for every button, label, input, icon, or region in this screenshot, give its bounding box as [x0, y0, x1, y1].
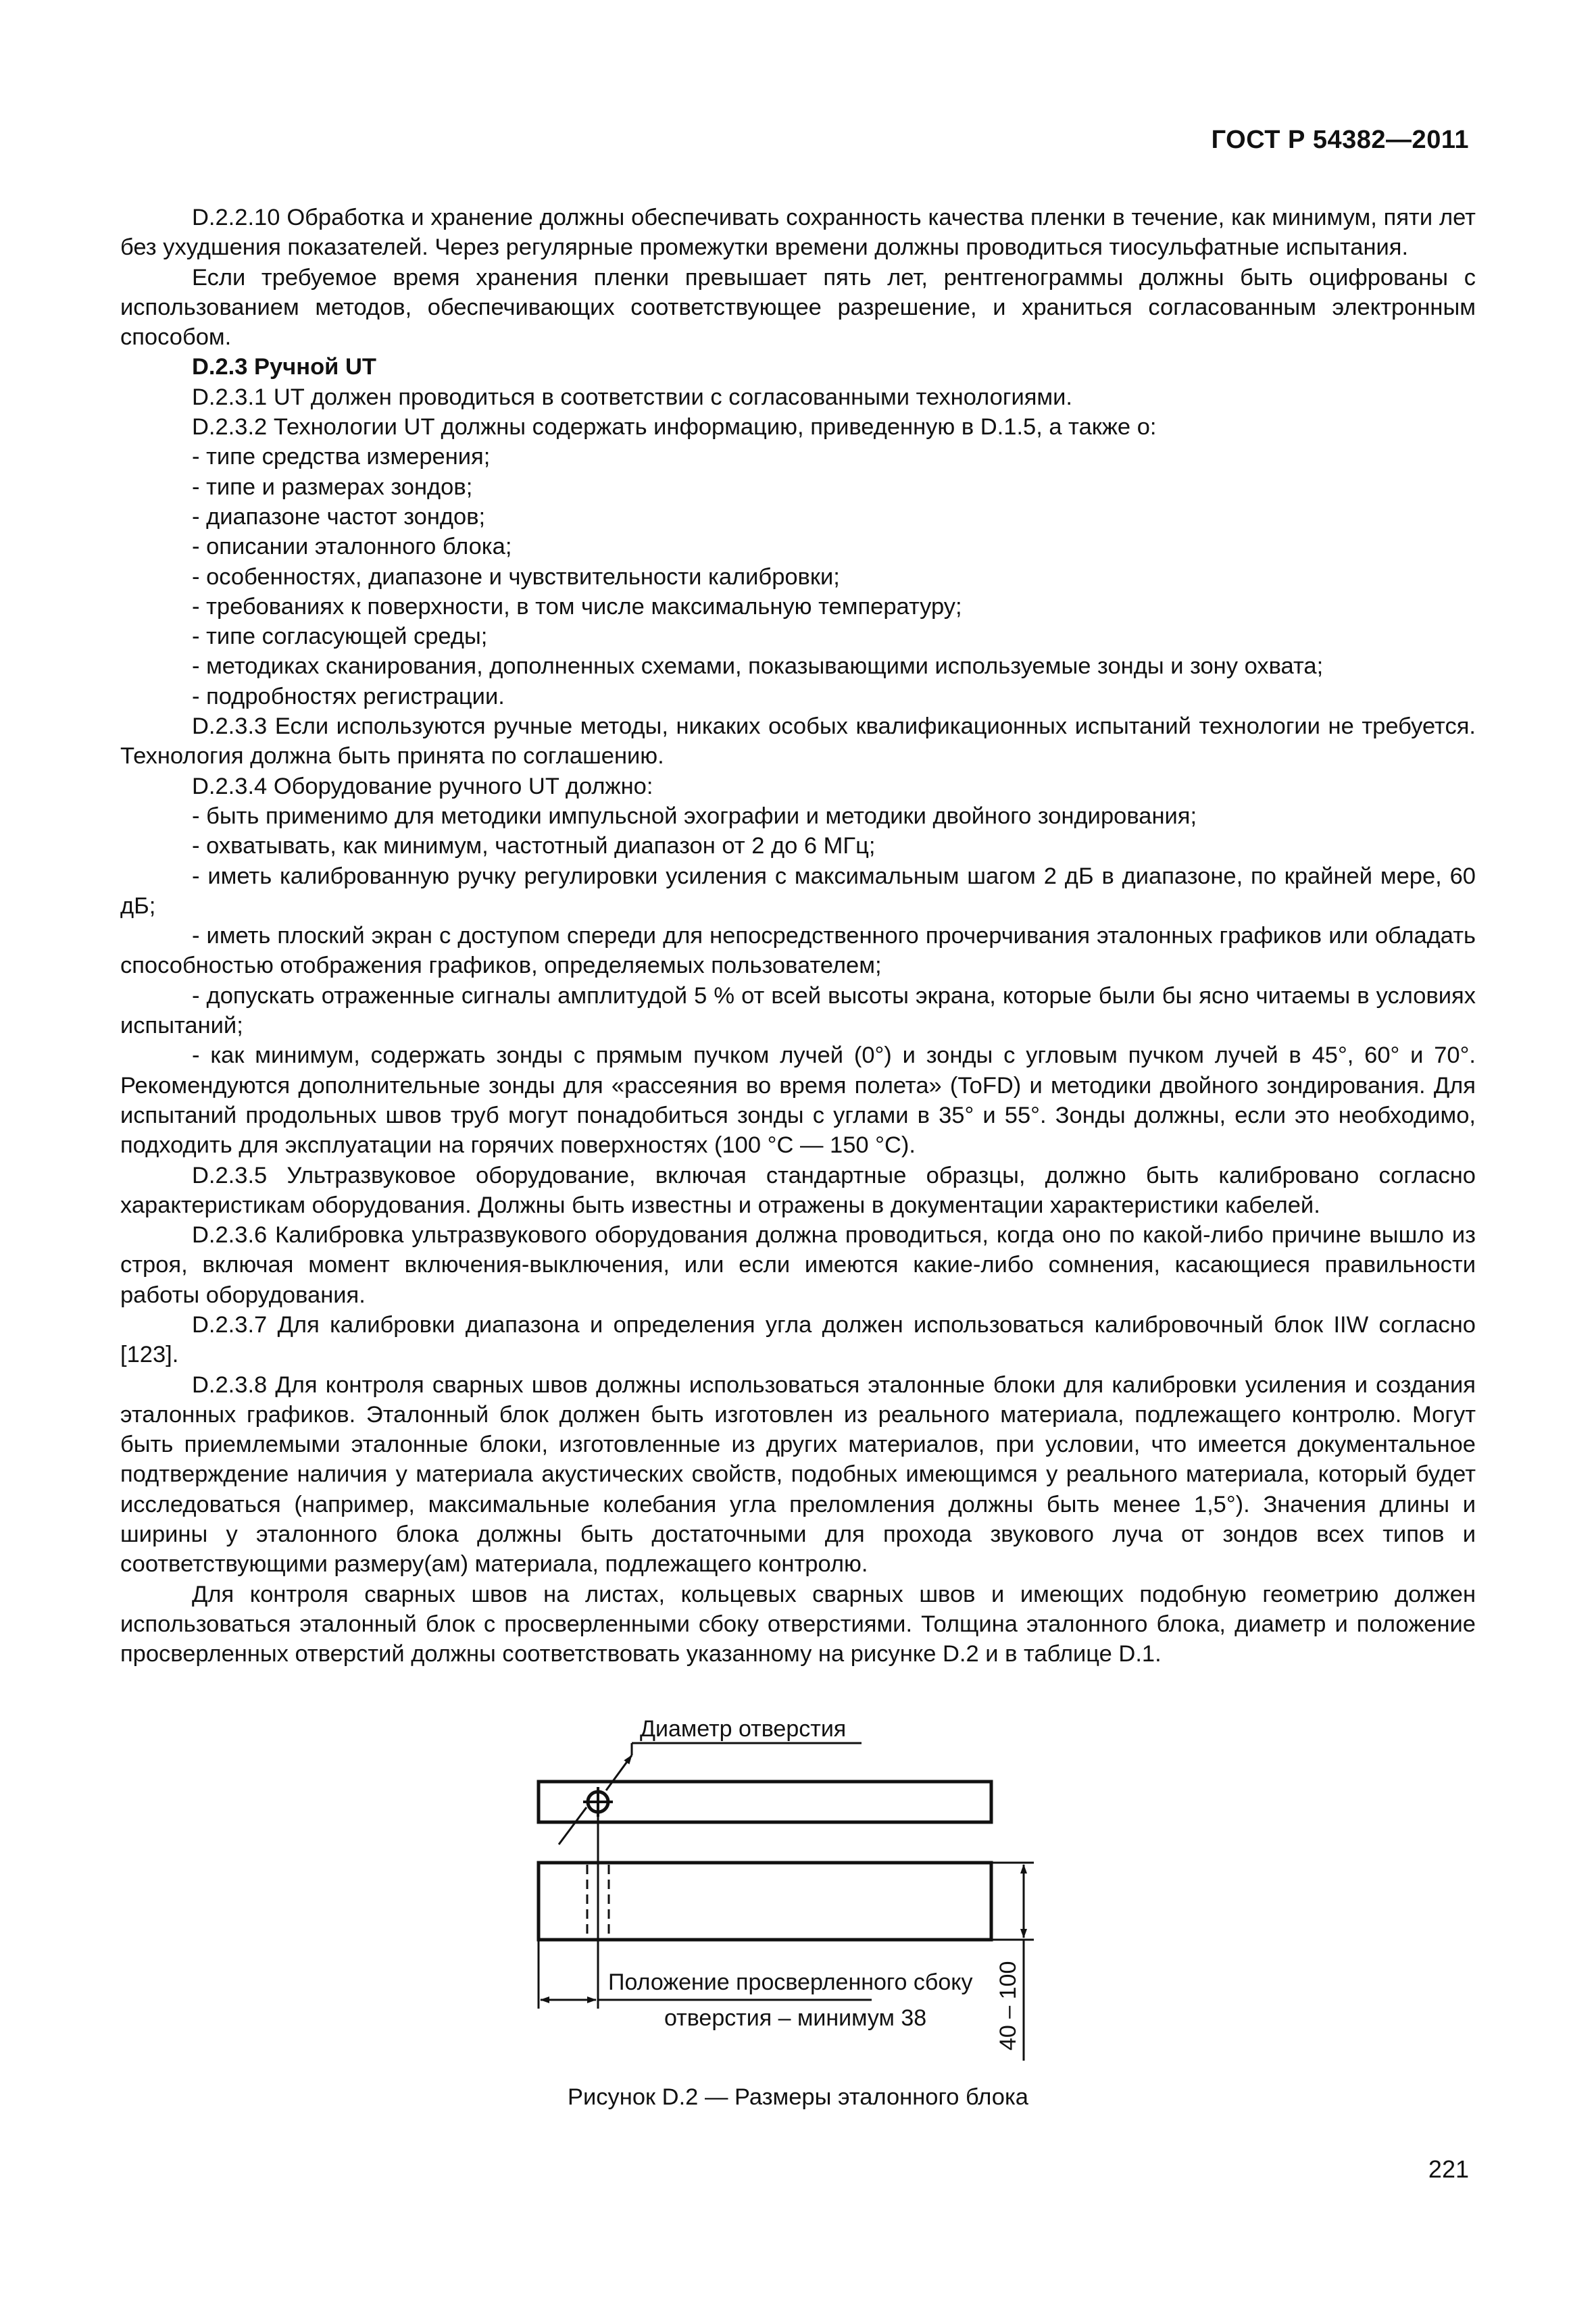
- page-number: 221: [1428, 2155, 1469, 2183]
- leader-hole-diameter: [606, 1755, 632, 1790]
- list-item: - требованиях к поверхности, в том числе максимальную температуру;: [192, 593, 962, 620]
- paragraph: - охватывать, как минимум, частотный диапазон от 2 до 6 МГц;: [192, 833, 876, 859]
- block-side-view: [539, 1863, 991, 1940]
- standard-header: ГОСТ Р 54382—2011: [1211, 126, 1469, 154]
- paragraph: - допускать отраженные сигналы амплитудой 5 % от всей высоты экрана, которые были бы ясно читаемы в условиях испытаний;: [120, 982, 1476, 1039]
- document-body: [120, 203, 1476, 1669]
- paragraph: - быть применимо для методики импульсной эхографии и методики двойного зондирования;: [192, 803, 1197, 829]
- paragraph: - иметь плоский экран с доступом спереди для непосредственного прочерчивания эталонных графиков или обладать способностью отображения графиков, определяемых пользователем;: [120, 923, 1476, 979]
- paragraph: Если требуемое время хранения пленки превышает пять лет, рентгенограммы должны быть оцифрованы с использованием методов, обеспечивающих соответствующее разрешение, и храниться согласованным электронным способом.: [120, 264, 1476, 351]
- label-hole-diameter: Диаметр отверстия: [640, 1716, 847, 1742]
- list-item: - типе согласующей среды;: [192, 624, 488, 650]
- paragraph: - иметь калиброванную ручку регулировки усиления с максимальным шагом 2 дБ в диапазоне, по крайней мере, 60 дБ;: [120, 863, 1476, 919]
- figure-caption: Рисунок D.2 — Размеры эталонного блока: [567, 2084, 1028, 2110]
- paragraph: D.2.3.6 Калибровка ультразвукового оборудования должна проводиться, когда оно по какой-либо причине вышло из строя, включая момент включения-выключения, или если имеются какие-либо сомнения, касающиеся правильности работы оборудования.: [120, 1222, 1476, 1308]
- list-item: - методиках сканирования, дополненных схемами, показывающими используемые зонды и зону охвата;: [192, 653, 1324, 680]
- paragraph: D.2.3.1 UT должен проводиться в соответствии с согласованными технологиями.: [192, 384, 1072, 410]
- paragraph: D.2.3.7 Для калибровки диапазона и определения угла должен использоваться калибровочный блок IIW согласно [123].: [120, 1311, 1476, 1368]
- paragraph: D.2.3.5 Ультразвуковое оборудование, включая стандартные образцы, должно быть калибровано согласно характеристикам оборудования. Должны быть известны и отражены в документации характеристики кабелей.: [120, 1162, 1476, 1218]
- paragraph: D.2.3.4 Оборудование ручного UT должно:: [192, 773, 653, 799]
- label-thickness: 40 – 100: [995, 1961, 1021, 2051]
- paragraph: D.2.2.10 Обработка и хранение должны обеспечивать сохранность качества пленки в течение, как минимум, пяти лет без ухудшения показателей. Через регулярные промежутки времени должны проводиться тиосульфатные испытания.: [120, 205, 1476, 261]
- reference-block-drawing: [520, 1703, 1074, 2071]
- paragraph: D.2.3.3 Если используются ручные методы, никаких особых квалификационных испытаний технологии не требуется. Технология должна быть принята по соглашению.: [120, 713, 1476, 770]
- list-item: - типе и размерах зондов;: [192, 474, 473, 500]
- figure-d2: [520, 1703, 1074, 2071]
- section-heading: D.2.3 Ручной UT: [192, 354, 376, 380]
- leader-hole-diameter: [559, 1807, 587, 1844]
- list-item: - подробностях регистрации.: [192, 683, 505, 709]
- paragraph: D.2.3.2 Технологии UT должны содержать информацию, приведенную в D.1.5, а также о:: [192, 414, 1157, 441]
- list-item: - особенностях, диапазоне и чувствительности калибровки;: [192, 563, 840, 590]
- paragraph: D.2.3.8 Для контроля сварных швов должны использоваться эталонные блоки для калибровки усиления и создания эталонных графиков. Эталонный блок должен быть изготовлен из реального материала, подлежащего контролю. Могут быть приемлемыми эталонные блоки, изготовленные из других материалов, при условии, что имеется документальное подтверждение наличия у материала акустических свойств, подобных имеющимся у реального материала, который будет исследоваться (например, максимальные колебания угла преломления должны быть менее 1,5°). Значения длины и ширины у эталонного блока должны быть достаточными для прохода звукового луча от зондов всех типов и соответствующими размеру(ам) материала, подлежащего контролю.: [120, 1372, 1476, 1578]
- list-item: - описании эталонного блока;: [192, 534, 512, 560]
- paragraph: - как минимум, содержать зонды с прямым пучком лучей (0°) и зонды с угловым пучком лучей в 45°, 60° и 70°. Рекомендуются дополнительные зонды для «рассеяния во время полета» (ToFD) и методики двойного зондирования. Для испытаний продольных швов труб могут понадобиться зонды с углами в 35° и 55°. Зонды должны, если это необходимо, подходить для эксплуатации на горячих поверхностях (100 °С — 150 °С).: [120, 1042, 1476, 1159]
- list-item: - диапазоне частот зондов;: [192, 503, 486, 530]
- paragraph: Для контроля сварных швов на листах, кольцевых сварных швов и имеющих подобную геометрию должен использоваться эталонный блок с просверленными сбоку отверстиями. Толщина эталонного блока, диаметр и положение просверленных отверстий должны соответствовать указанному на рисунке D.2 и в таблице D.1.: [120, 1581, 1476, 1667]
- label-position-line2: отверстия – минимум 38: [664, 2005, 927, 2031]
- label-position-line1: Положение просверленного сбоку: [608, 1969, 973, 1995]
- list-item: - типе средства измерения;: [192, 444, 491, 470]
